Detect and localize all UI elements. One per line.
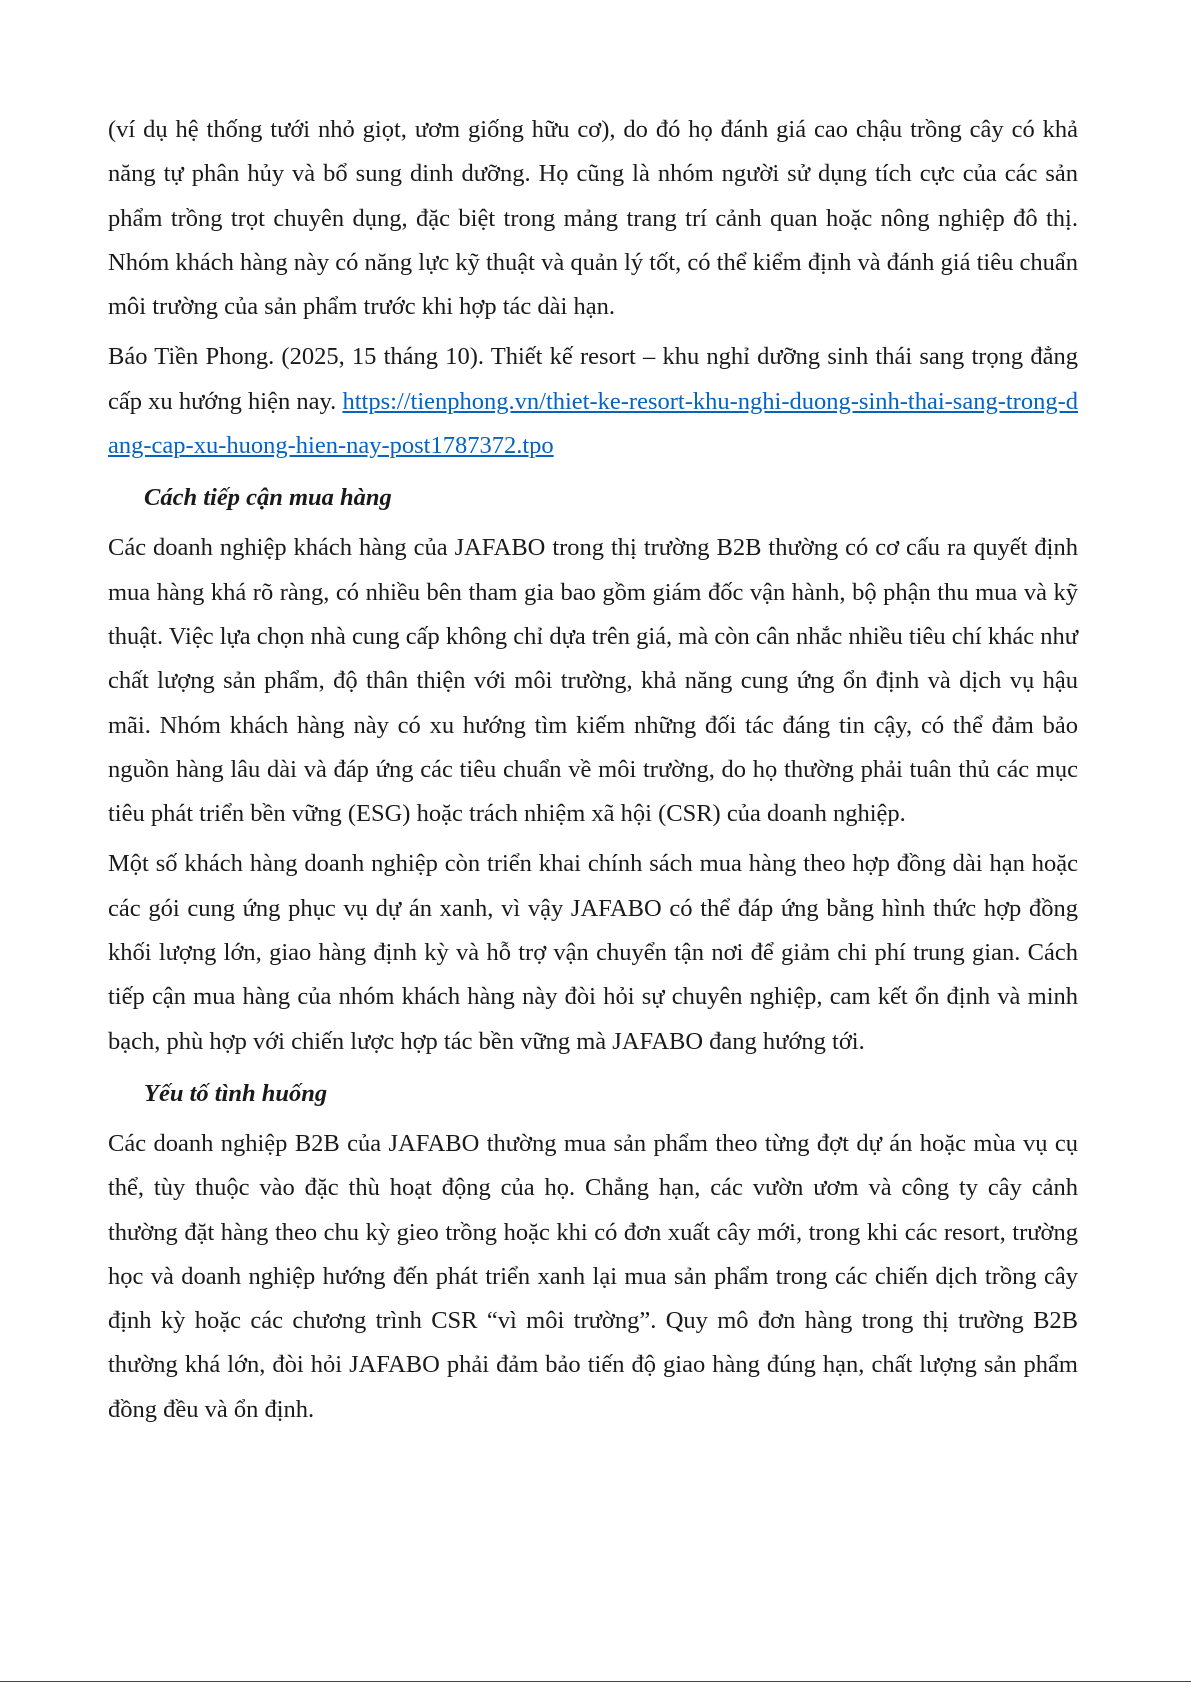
heading-situational-factors: Yếu tố tình huống <box>144 1079 328 1107</box>
reference-link[interactable]: https://tienphong.vn/thiet-ke-resort-khu-nghi-duong-sinh-thai-sang-trong-dang-cap-xu-huong-hien-nay-post1787372.tpo <box>108 387 1078 460</box>
paragraph-purchase-2: Một số khách hàng doanh nghiệp còn triển khai chính sách mua hàng theo hợp đồng dài hạn hoặc các gói cung ứng phục vụ dự án xanh, vì vậy JAFABO có thể đáp ứng bằng hình thức hợp đồng khối lượng lớn, giao hàng định kỳ và hỗ trợ vận chuyển tận nơi để giảm chi phí trung gian. Cách tiếp cận mua hàng của nhóm khách hàng này đòi hỏi sự chuyên nghiệp, cam kết ổn định và minh bạch, phù hợp với chiến lược hợp tác bền vững mà JAFABO đang hướng tới. <box>108 850 1078 1055</box>
reference-text: Báo Tiền Phong. (2025, 15 tháng 10). Thiết kế resort – khu nghỉ dưỡng sinh thái sang trọng đẳng cấp xu hướng hiện nay. <box>108 343 1078 415</box>
heading-purchase-approach: Cách tiếp cận mua hàng <box>144 484 392 512</box>
page-bottom-divider <box>0 1681 1191 1682</box>
page-content <box>108 108 1078 1432</box>
paragraph-intro: (ví dụ hệ thống tưới nhỏ giọt, ươm giống hữu cơ), do đó họ đánh giá cao chậu trồng cây có khả năng tự phân hủy và bổ sung dinh dưỡng. Họ cũng là nhóm người sử dụng tích cực của các sản phẩm trồng trọt chuyên dụng, đặc biệt trong mảng trang trí cảnh quan hoặc nông nghiệp đô thị. Nhóm khách hàng này có năng lực kỹ thuật và quản lý tốt, có thể kiểm định và đánh giá tiêu chuẩn môi trường của sản phẩm trước khi hợp tác dài hạn. <box>108 116 1078 321</box>
paragraph-purchase-1: Các doanh nghiệp khách hàng của JAFABO trong thị trường B2B thường có cơ cấu ra quyết định mua hàng khá rõ ràng, có nhiều bên tham gia bao gồm giám đốc vận hành, bộ phận thu mua và kỹ thuật. Việc lựa chọn nhà cung cấp không chỉ dựa trên giá, mà còn cân nhắc nhiều tiêu chí khác như chất lượng sản phẩm, độ thân thiện với môi trường, khả năng cung ứng ổn định và dịch vụ hậu mãi. Nhóm khách hàng này có xu hướng tìm kiếm những đối tác đáng tin cậy, có thể đảm bảo nguồn hàng lâu dài và đáp ứng các tiêu chuẩn về môi trường, do họ thường phải tuân thủ các mục tiêu phát triển bền vững (ESG) hoặc trách nhiệm xã hội (CSR) của doanh nghiệp. <box>108 534 1078 828</box>
paragraph-situation: Các doanh nghiệp B2B của JAFABO thường mua sản phẩm theo từng đợt dự án hoặc mùa vụ cụ thể, tùy thuộc vào đặc thù hoạt động của họ. Chẳng hạn, các vườn ươm và công ty cây cảnh thường đặt hàng theo chu kỳ gieo trồng hoặc khi có đơn xuất cây mới, trong khi các resort, trường học và doanh nghiệp hướng đến phát triển xanh lại mua sản phẩm trong các chiến dịch trồng cây định kỳ hoặc các chương trình CSR “vì môi trường”. Quy mô đơn hàng trong thị trường B2B thường khá lớn, đòi hỏi JAFABO phải đảm bảo tiến độ giao hàng đúng hạn, chất lượng sản phẩm đồng đều và ổn định. <box>108 1129 1078 1423</box>
reference-citation <box>108 335 1078 468</box>
